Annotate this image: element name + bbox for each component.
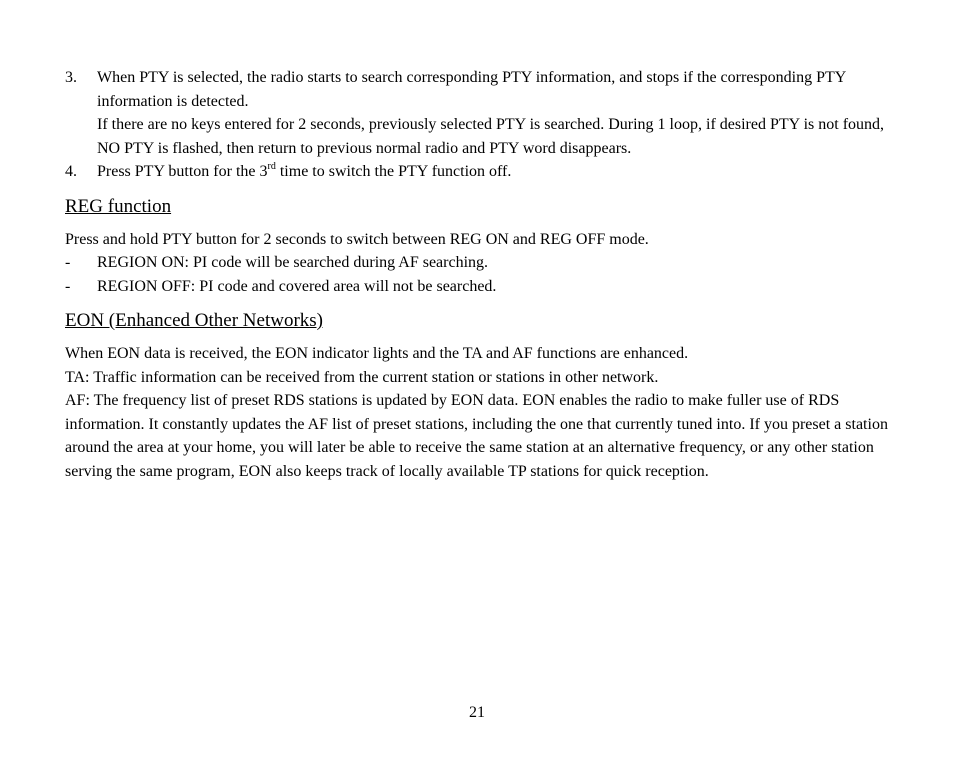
reg-list-item: [65, 251, 895, 275]
eon-paragraph: AF: The frequency list of preset RDS stations is updated by EON data. EON enables the radio to make fuller use of RDS information. It constantly updates the AF list of preset stations, including the one that currently tuned into. If you preset a station around the area at your home, you will later be able to receive the same station at an alternative frequency, or any other station serving the same program, EON also keeps track of locally available TP stations for quick reception.: [65, 392, 888, 480]
reg-intro: Press and hold PTY button for 2 seconds to switch between REG ON and REG OFF mode.: [65, 230, 649, 248]
reg-item-text: REGION OFF: PI code and covered area will not be searched.: [97, 277, 497, 295]
list-number: 3.: [65, 69, 77, 86]
dash-bullet: -: [65, 254, 71, 271]
list-item-3: [65, 66, 895, 160]
document-page: [65, 66, 895, 483]
reg-item-text: REGION ON: PI code will be searched during AF searching.: [97, 254, 489, 271]
eon-paragraph: TA: Traffic information can be received from the current station or stations in other network.: [65, 368, 659, 386]
reg-heading: REG function: [65, 195, 172, 217]
dash-bullet: -: [65, 277, 71, 295]
list-item-continuation: If there are no keys entered for 2 seconds, previously selected PTY is searched. During 1 loop, if desired PTY is not found, NO PTY is flashed, then return to previous normal radio and PTY word disappears.: [97, 116, 885, 157]
list-item-body: [97, 66, 895, 160]
list-item-text: When PTY is selected, the radio starts to search corresponding PTY information, and stops if the corresponding PTY information is detected.: [97, 69, 846, 110]
list-item-4: [65, 160, 895, 184]
page-number: 21: [469, 704, 485, 721]
list-item-body: [97, 160, 895, 184]
list-item-text-after: time to switch the PTY function off.: [275, 163, 512, 180]
eon-heading: EON (Enhanced Other Networks): [65, 310, 323, 331]
list-item-text-before: Press PTY button for the 3: [97, 163, 268, 180]
list-number: 4.: [65, 163, 77, 180]
eon-paragraph: When EON data is received, the EON indicator lights and the TA and AF functions are enhanced.: [65, 345, 689, 362]
reg-list-item: [65, 275, 895, 299]
ordinal-superscript: rd: [267, 161, 276, 172]
